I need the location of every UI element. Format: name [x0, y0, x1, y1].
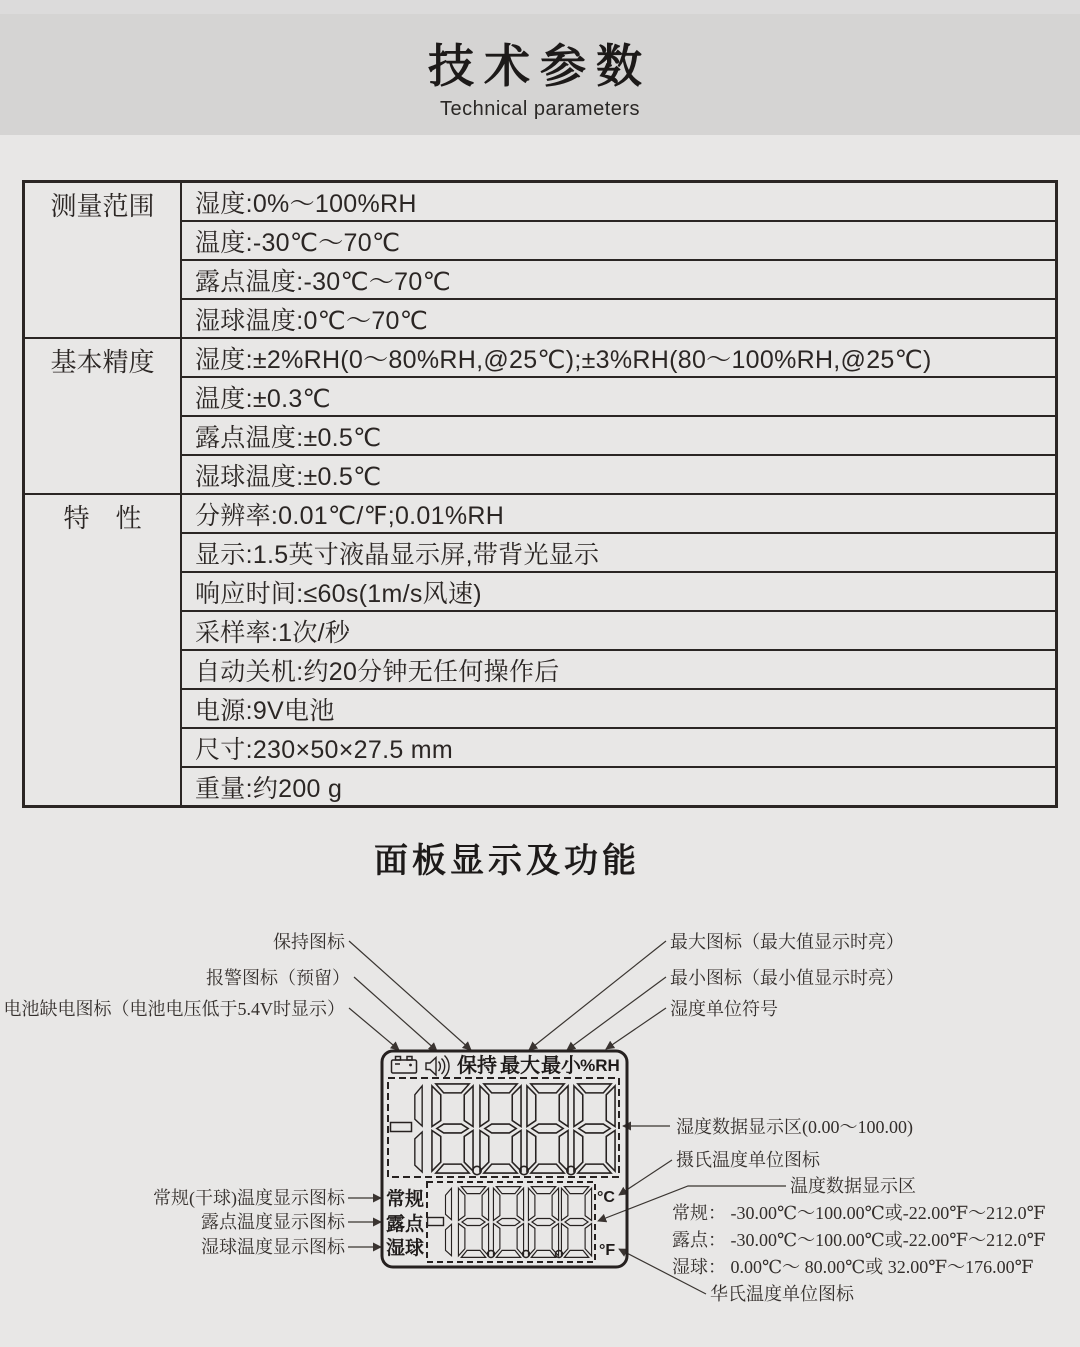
callout-rh-unit-label: 湿度单位符号: [670, 999, 778, 1019]
lcd-dew-label: 露点: [386, 1214, 425, 1235]
spec-value: 温度:±0.3℃: [181, 377, 1057, 416]
spec-value: 电源:9V电池: [181, 689, 1057, 728]
lcd-normal-label: 常规: [386, 1189, 425, 1210]
page-subtitle: Technical parameters: [439, 98, 641, 120]
callout-wet-temp-label: 湿球温度显示图标: [201, 1237, 345, 1257]
spec-value: 湿度:±2%RH(0～80%RH,@25℃);±3%RH(80～100%RH,@25℃): [181, 338, 1057, 377]
humidity-display-area: [388, 1078, 619, 1177]
spec-table: [22, 180, 1058, 808]
spec-value: 露点温度:-30℃～70℃: [181, 260, 1057, 299]
battery-low-icon: [392, 1057, 417, 1074]
table-row: [24, 494, 1057, 533]
header-band: [0, 14, 1080, 135]
callout-temp-area-label: 温度数据显示区: [790, 1176, 916, 1196]
lcd-min-label: 最小: [541, 1055, 581, 1077]
spec-value: 分辨率:0.01℃/℉;0.01%RH: [181, 494, 1057, 533]
panel-section-title: 面板显示及功能: [374, 842, 640, 880]
lcd-wet-label: 湿球: [386, 1238, 425, 1259]
table-row: [24, 338, 1057, 377]
lcd-panel: [382, 1051, 627, 1267]
spec-value: 温度:-30℃～70℃: [181, 221, 1057, 260]
spec-section-label: 特 性: [24, 494, 182, 807]
spec-value: 尺寸:230×50×27.5 mm: [181, 728, 1057, 767]
lcd-fahrenheit-unit: °F: [599, 1242, 616, 1259]
spec-value: 露点温度:±0.5℃: [181, 416, 1057, 455]
callout-max-icon-label: 最大图标（最大值显示时亮）: [670, 932, 904, 952]
top-strip: [0, 0, 1080, 14]
temp-range-wet: 湿球： 0.00℃～ 80.00℃或 32.00℉～176.00℉: [672, 1257, 1034, 1277]
alarm-speaker-icon: [426, 1056, 449, 1078]
spec-section-label: 测量范围: [24, 182, 182, 339]
spec-value: 显示:1.5英寸液晶显示屏,带背光显示: [181, 533, 1057, 572]
spec-value: 响应时间:≤60s(1m/s风速): [181, 572, 1057, 611]
spec-value: 湿度:0%～100%RH: [181, 182, 1057, 222]
spec-value: 采样率:1次/秒: [181, 611, 1057, 650]
panel-diagram: [0, 920, 1080, 1347]
callout-min-icon-label: 最小图标（最小值显示时亮）: [670, 968, 904, 988]
lcd-rh-unit: %RH: [580, 1056, 620, 1075]
page-title: 技术参数: [428, 40, 652, 92]
lcd-max-label: 最大: [500, 1055, 540, 1077]
lcd-hold-label: 保持: [457, 1055, 497, 1077]
temp-range-normal: 常规： -30.00℃～100.00℃或-22.00℉～212.0℉: [672, 1203, 1046, 1223]
spec-section-label: 基本精度: [24, 338, 182, 494]
callout-hold-icon-label: 保持图标: [273, 932, 345, 952]
temp-range-dew: 露点： -30.00℃～100.00℃或-22.00℉～212.0℉: [672, 1230, 1046, 1250]
callout-celsius-label: 摄氏温度单位图标: [676, 1150, 820, 1170]
callout-dew-temp-label: 露点温度显示图标: [201, 1212, 345, 1232]
spec-value: 重量:约200 g: [181, 767, 1057, 807]
callout-humidity-area-label: 湿度数据显示区(0.00～100.00): [676, 1117, 913, 1137]
callout-fahrenheit-label: 华氏温度单位图标: [710, 1284, 854, 1304]
callout-normal-temp-label: 常规(干球)温度显示图标: [153, 1188, 345, 1208]
table-row: [24, 182, 1057, 222]
spec-value: 自动关机:约20分钟无任何操作后: [181, 650, 1057, 689]
callout-alarm-icon-label: 报警图标（预留）: [206, 968, 350, 988]
callout-battery-icon-label: 电池缺电图标（电池电压低于5.4V时显示）: [3, 999, 345, 1019]
spec-value: 湿球温度:0℃～70℃: [181, 299, 1057, 338]
temperature-display-area: [386, 1182, 615, 1262]
spec-value: 湿球温度:±0.5℃: [181, 455, 1057, 494]
lcd-celsius-unit: °C: [597, 1189, 615, 1206]
